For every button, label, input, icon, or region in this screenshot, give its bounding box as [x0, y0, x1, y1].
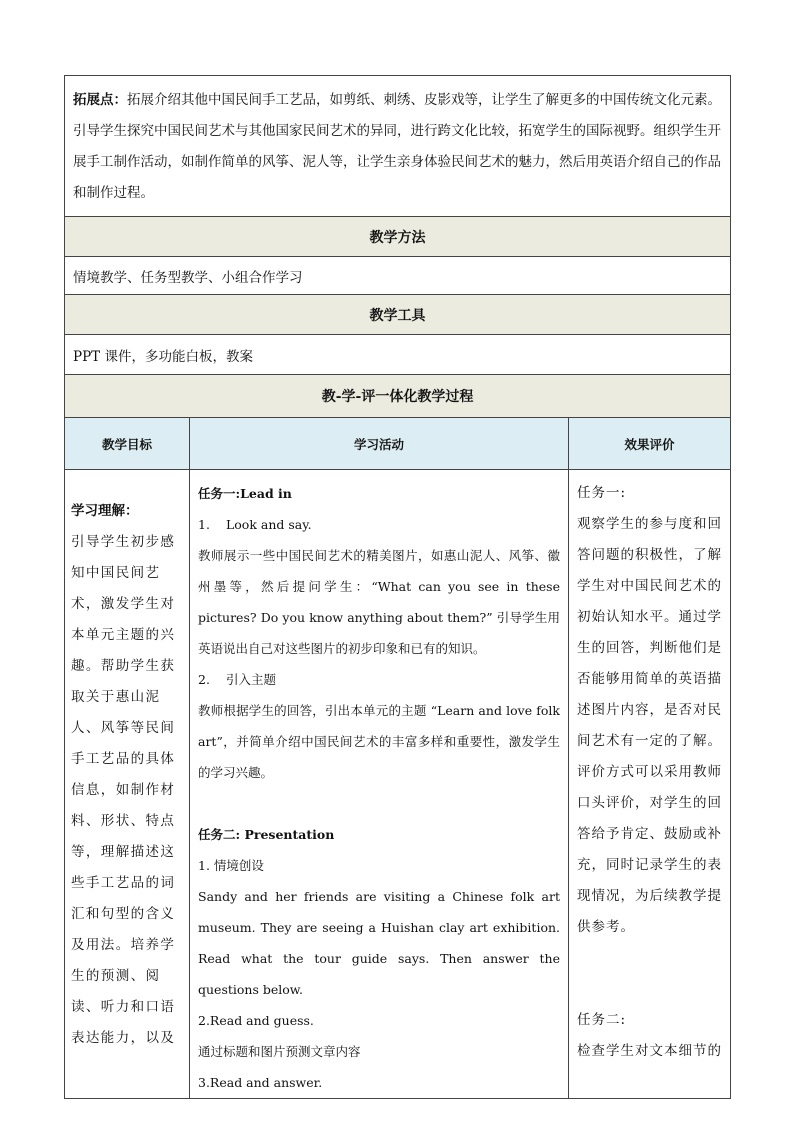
task1-item2 — [198, 664, 560, 695]
task1-paragraph2: 教师根据学生的回答，引出本单元的主题 “Learn and love folk art”，并简单介绍中国民间艺术的丰富多样和重要性，激发学生的学习兴趣。 — [198, 703, 560, 780]
task1-item1 — [198, 509, 560, 540]
spacer — [198, 788, 560, 819]
tools-heading-row — [65, 295, 731, 335]
tools-content: PPT 课件，多功能白板，教案 — [65, 335, 731, 375]
eval-task1-text: 观察学生的参与度和回答问题的积极性，了解学生对中国民间艺术的初始认知水平。通过学生的回答，判断他们是否能够用简单的英语描述图片内容，是否对民间艺术有一定的了解。评价方式可以采用教师口头评价，对学生的回答给予肯定、鼓励或补充，同时记录学生的表现情况，为后续教学提供参考。 — [577, 516, 722, 935]
extension-row — [65, 76, 731, 217]
task2-title: 任务二: Presentation — [198, 827, 335, 842]
eval-task2-label: 任务二: — [577, 1012, 627, 1028]
methods-content: 情境教学、任务型教学、小组合作学习 — [65, 257, 731, 295]
task1-item2-text: 引入主题 — [225, 672, 276, 687]
task1-item1-text: Look and say. — [225, 517, 312, 532]
task2-item3: 3.Read and answer. — [198, 1075, 323, 1090]
task2-paragraph1: Sandy and her friends are visiting a Chinese folk art museum. They are seeing a Huishan clay art exhibition. Read what the tour guide says. Then answer the questions below. — [198, 889, 560, 997]
extension-label: 拓展点： — [73, 92, 127, 108]
spacer — [577, 943, 724, 1005]
eval-task1-label: 任务一: — [577, 485, 627, 501]
goal-cell — [65, 470, 190, 1099]
column-header-row — [65, 418, 731, 470]
column-header-eval: 效果评价 — [569, 418, 731, 470]
goal-text: 引导学生初步感知中国民间艺术，激发学生对本单元主题的兴趣。帮助学生获取关于惠山泥人、风筝等民间手工艺品的具体信息，如制作材料、形状、特点等，理解描述这些手工艺品的词汇和句型的含义及用法。培养学生的预测、阅读、听力和口语表达能力，以及 — [71, 534, 176, 1046]
task1-title: 任务一:Lead in — [198, 486, 292, 501]
process-row — [65, 470, 731, 1099]
methods-heading-row — [65, 217, 731, 257]
tools-heading: 教学工具 — [65, 295, 731, 335]
task1-item2-number: 2. — [198, 672, 210, 687]
process-heading-row — [65, 375, 731, 418]
activity-cell — [190, 470, 569, 1099]
extension-cell — [65, 76, 731, 217]
task2-item1: 1. 情境创设 — [198, 858, 264, 873]
methods-heading: 教学方法 — [65, 217, 731, 257]
extension-text: 拓展介绍其他中国民间手工艺品，如剪纸、刺绣、皮影戏等，让学生了解更多的中国传统文化元素。引导学生探究中国民间艺术与其他国家民间艺术的异同，进行跨文化比较，拓宽学生的国际视野。组织学生开展手工制作活动，如制作简单的风筝、泥人等，让学生亲身体验民间艺术的魅力，然后用英语介绍自己的作品和制作过程。 — [73, 92, 721, 201]
methods-content-row — [65, 257, 731, 295]
tools-content-row — [65, 335, 731, 375]
task2-paragraph2: 通过标题和图片预测文章内容 — [198, 1044, 361, 1059]
goal-title: 学习理解： — [71, 503, 139, 519]
task1-paragraph1: 教师展示一些中国民间艺术的精美图片，如惠山泥人、风筝、徽州墨等，然后提问学生：“What can you see in these pictures? Do you know anything about them?” 引导学生用英语说出自己对这些图片的初步印象和已有的知识。 — [198, 548, 560, 656]
lesson-plan-document — [64, 75, 730, 1099]
column-header-activity: 学习活动 — [190, 418, 569, 470]
task2-item2: 2.Read and guess. — [198, 1013, 314, 1028]
eval-task2-text: 检查学生对文本细节的 — [577, 1043, 722, 1059]
column-header-goal: 教学目标 — [65, 418, 190, 470]
process-heading: 教-学-评一体化教学过程 — [65, 375, 731, 418]
evaluation-cell — [569, 470, 731, 1099]
task1-item1-number: 1. — [198, 517, 210, 532]
lesson-plan-table — [64, 75, 731, 1099]
